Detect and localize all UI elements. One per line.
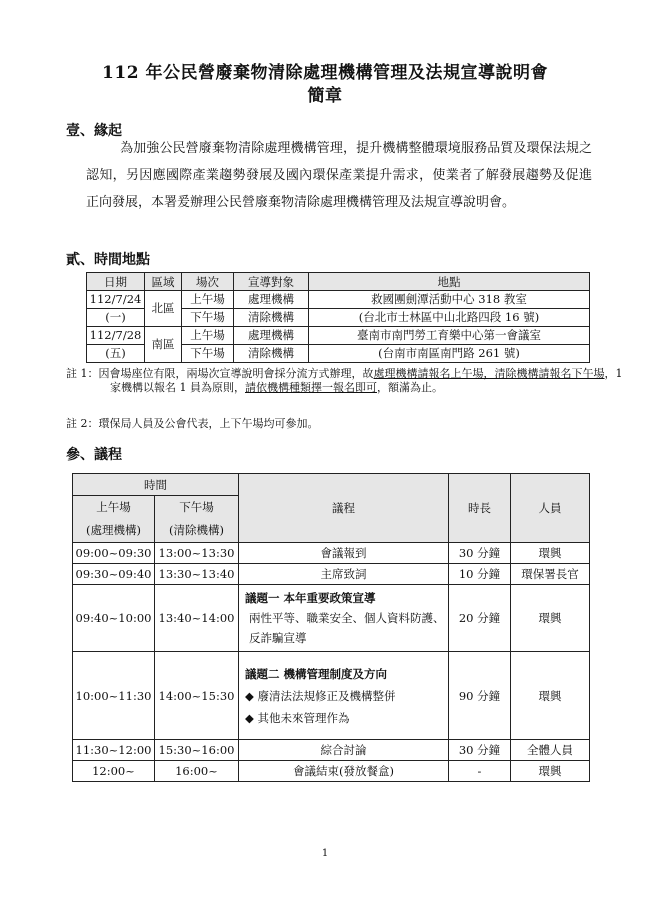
note1-end: ，額滿為止。 bbox=[377, 381, 443, 394]
duration: 30 分鐘 bbox=[449, 740, 511, 761]
session-pm-target: 清除機構 bbox=[234, 345, 309, 363]
duration: 30 分鐘 bbox=[449, 543, 511, 564]
duration: 10 分鐘 bbox=[449, 564, 511, 585]
agenda-table bbox=[72, 473, 590, 782]
origin-paragraph bbox=[86, 135, 592, 216]
session-address: (台南市南區南門路 261 號) bbox=[309, 345, 590, 363]
pm-time: 14:00~15:30 bbox=[155, 652, 239, 740]
pm-time: 13:30~13:40 bbox=[155, 564, 239, 585]
section-heading-origin: 壹、緣起 bbox=[66, 123, 122, 139]
header-region: 區域 bbox=[145, 273, 182, 291]
table-row bbox=[87, 327, 590, 345]
table-row bbox=[73, 652, 590, 740]
topic-2-bullet-2: ◆ 其他未來管理作為 bbox=[245, 710, 350, 725]
agenda-item bbox=[239, 585, 449, 652]
header-pm-sub: (清除機構) bbox=[169, 523, 224, 537]
staff: 環興 bbox=[511, 761, 590, 782]
page-number: 1 bbox=[321, 848, 329, 859]
agenda-header-row bbox=[73, 474, 590, 496]
section-heading-agenda: 參、議程 bbox=[66, 447, 122, 463]
header-pm bbox=[155, 496, 239, 543]
session-weekday: (五) bbox=[87, 345, 145, 363]
session-am-label: 上午場 bbox=[182, 327, 234, 345]
session-pm-target: 清除機構 bbox=[234, 309, 309, 327]
schedule-table bbox=[86, 272, 590, 363]
agenda-item: 主席致詞 bbox=[239, 564, 449, 585]
agenda-item: 綜合討論 bbox=[239, 740, 449, 761]
session-am-target: 處理機構 bbox=[234, 327, 309, 345]
document-title: 112 年公民營廢棄物清除處理機構管理及法規宣導說明會 bbox=[102, 63, 548, 83]
header-time: 時間 bbox=[73, 474, 239, 496]
note1-underlined2: 請依機構種類擇一報名即可 bbox=[245, 381, 377, 394]
staff: 環保署長官 bbox=[511, 564, 590, 585]
table-row bbox=[73, 543, 590, 564]
note1-suffix: ，1 家機構以報名 1 員為原則， bbox=[110, 367, 623, 394]
am-time: 09:30~09:40 bbox=[73, 564, 155, 585]
duration: 90 分鐘 bbox=[449, 652, 511, 740]
header-agenda: 議程 bbox=[239, 474, 449, 543]
schedule-header-row bbox=[87, 273, 590, 291]
note-2: 註 2：環保局人員及公會代表，上下午場均可參加。 bbox=[66, 417, 319, 430]
header-am-sub: (處理機構) bbox=[86, 523, 141, 537]
agenda-item: 會議結束(發放餐盒) bbox=[239, 761, 449, 782]
staff: 環興 bbox=[511, 652, 590, 740]
duration: - bbox=[449, 761, 511, 782]
pm-time: 13:40~14:00 bbox=[155, 585, 239, 652]
table-row bbox=[87, 291, 590, 309]
am-time: 09:40~10:00 bbox=[73, 585, 155, 652]
document-subtitle: 簡章 bbox=[307, 86, 343, 106]
table-row bbox=[73, 740, 590, 761]
topic-1-detail: 兩性平等、職業安全、個人資料防護、反詐騙宣導 bbox=[249, 611, 445, 645]
session-venue: 救國團劍潭活動中心 318 教室 bbox=[309, 291, 590, 309]
am-time: 12:00~ bbox=[73, 761, 155, 782]
section-heading-time-place: 貳、時間地點 bbox=[66, 252, 150, 268]
session-address: (台北市士林區中山北路四段 16 號) bbox=[309, 309, 590, 327]
table-row bbox=[73, 761, 590, 782]
pm-time: 13:00~13:30 bbox=[155, 543, 239, 564]
session-region: 南區 bbox=[145, 327, 182, 363]
header-session: 場次 bbox=[182, 273, 234, 291]
staff: 環興 bbox=[511, 543, 590, 564]
topic-2-bullet-1: ◆ 廢清法法規修正及機構整併 bbox=[245, 688, 396, 703]
table-row bbox=[73, 564, 590, 585]
session-date: 112/7/28 bbox=[87, 327, 145, 345]
header-am-label: 上午場 bbox=[96, 500, 131, 514]
session-am-label: 上午場 bbox=[182, 291, 234, 309]
session-pm-label: 下午場 bbox=[182, 309, 234, 327]
origin-line1: 為加強公民營廢棄物清除處理機構管理，提升機構整體環境服務品質 bbox=[120, 141, 514, 156]
header-am bbox=[73, 496, 155, 543]
staff: 全體人員 bbox=[511, 740, 590, 761]
topic-2-title: 議題二 機構管理制度及方向 bbox=[245, 666, 388, 681]
session-date: 112/7/24 bbox=[87, 291, 145, 309]
table-row bbox=[73, 585, 590, 652]
note-1 bbox=[66, 367, 634, 395]
note1-underlined: 處理機構請報名上午場，清除機構請報名下午場 bbox=[373, 367, 605, 380]
session-region: 北區 bbox=[145, 291, 182, 327]
session-am-target: 處理機構 bbox=[234, 291, 309, 309]
staff: 環興 bbox=[511, 585, 590, 652]
session-venue: 臺南市南門勞工育樂中心第一會議室 bbox=[309, 327, 590, 345]
header-date: 日期 bbox=[87, 273, 145, 291]
note1-prefix: 註 1：因會場座位有限，兩場次宣導說明會採分流方式辦理，故 bbox=[66, 367, 374, 380]
agenda-item bbox=[239, 652, 449, 740]
topic-1-title: 議題一 本年重要政策宣導 bbox=[245, 591, 376, 605]
pm-time: 16:00~ bbox=[155, 761, 239, 782]
duration: 20 分鐘 bbox=[449, 585, 511, 652]
session-pm-label: 下午場 bbox=[182, 345, 234, 363]
agenda-item: 會議報到 bbox=[239, 543, 449, 564]
header-staff: 人員 bbox=[511, 474, 590, 543]
header-target: 宣導對象 bbox=[234, 273, 309, 291]
am-time: 09:00~09:30 bbox=[73, 543, 155, 564]
am-time: 11:30~12:00 bbox=[73, 740, 155, 761]
header-pm-label: 下午場 bbox=[179, 500, 214, 514]
am-time: 10:00~11:30 bbox=[73, 652, 155, 740]
session-weekday: (一) bbox=[87, 309, 145, 327]
header-duration: 時長 bbox=[449, 474, 511, 543]
pm-time: 15:30~16:00 bbox=[155, 740, 239, 761]
origin-rest: 及環保法規之認知，另因應國際產業趨勢發展及國內環保產業提升需求，使業者了解發展趨勢及促進正向發展，本署爰辦理公民營廢棄物清除處理機構管理及法規宣導說明會。 bbox=[86, 141, 592, 210]
header-venue: 地點 bbox=[309, 273, 590, 291]
